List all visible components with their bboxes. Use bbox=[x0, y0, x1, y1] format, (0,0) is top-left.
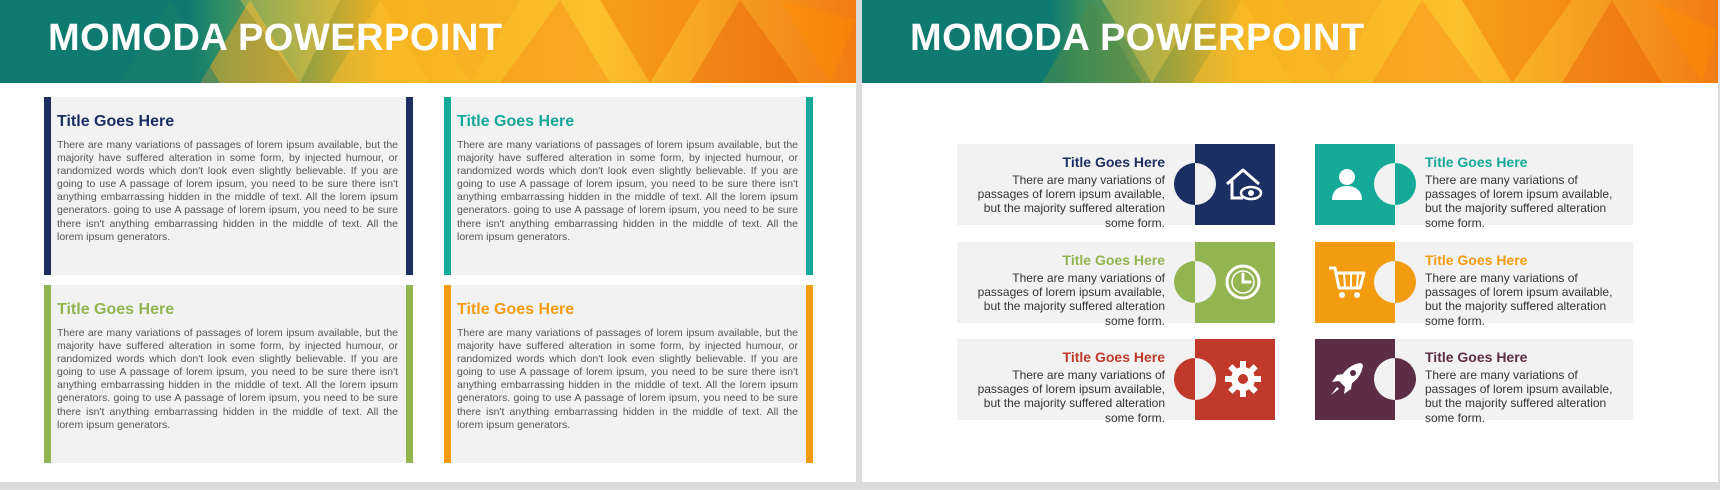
item-body: There are many variations of passages of lorem ipsum available, but the majority suffered alteration some form. bbox=[977, 271, 1165, 328]
item-body: There are many variations of passages of lorem ipsum available, but the majority suffered alteration some form. bbox=[977, 368, 1165, 425]
clock-icon bbox=[1223, 262, 1263, 302]
house-eye-icon bbox=[1223, 164, 1263, 204]
panel-accent-bar bbox=[406, 285, 413, 463]
panel-accent-bar bbox=[444, 97, 451, 275]
shopping-cart-icon bbox=[1327, 262, 1367, 302]
panel-body: There are many variations of passages of lorem ipsum available, but the majority have suffered alteration in some form, by injected humour, or randomized words which don't look even slightly believable. If you are going to use A passage of lorem ipsum, you need to be sure there isn't anything embarrassing hidden in the middle of text. All the lorem ipsum generators. going to use A passage of lorem ipsum, you need to be sure there isn't anything embarrassing hidden in the middle of text. All the lorem ipsum generators. bbox=[457, 139, 798, 243]
gear-icon bbox=[1223, 359, 1263, 399]
item-title: Title Goes Here bbox=[1425, 154, 1528, 170]
feature-item-4 bbox=[1315, 242, 1633, 328]
banner bbox=[0, 0, 856, 83]
panel-accent-bar bbox=[806, 97, 813, 275]
panel-body: There are many variations of passages of lorem ipsum available, but the majority have suffered alteration in some form, by injected humour, or randomized words which don't look even slightly believable. If you are going to use A passage of lorem ipsum, you need to be sure there isn't anything embarrassing hidden in the middle of text. All the lorem ipsum generators. going to use A passage of lorem ipsum, you need to be sure there isn't anything embarrassing hidden in the middle of text. All the lorem ipsum generators. bbox=[457, 327, 798, 431]
content-panel-4 bbox=[444, 285, 813, 463]
slide-right bbox=[862, 0, 1718, 482]
item-title: Title Goes Here bbox=[1062, 252, 1165, 268]
panel-accent-bar bbox=[44, 97, 51, 275]
panel-body: There are many variations of passages of lorem ipsum available, but the majority have suffered alteration in some form, by injected humour, or randomized words which don't look even slightly believable. If you are going to use A passage of lorem ipsum, you need to be sure there isn't anything embarrassing hidden in the middle of text. All the lorem ipsum generators. going to use A passage of lorem ipsum, you need to be sure there isn't anything embarrassing hidden in the middle of text. All the lorem ipsum generators. bbox=[57, 327, 398, 431]
item-body: There are many variations of passages of lorem ipsum available, but the majority suffered alteration some form. bbox=[1425, 173, 1613, 230]
panel-accent-bar bbox=[406, 97, 413, 275]
panel-accent-bar bbox=[44, 285, 51, 463]
panel-title: Title Goes Here bbox=[57, 113, 175, 130]
slide-left bbox=[0, 0, 856, 482]
banner-title: MOMODA POWERPOINT bbox=[910, 17, 1365, 59]
item-title: Title Goes Here bbox=[1425, 349, 1528, 365]
item-body: There are many variations of passages of lorem ipsum available, but the majority suffered alteration some form. bbox=[1425, 271, 1613, 328]
item-title: Title Goes Here bbox=[1425, 252, 1528, 268]
panel-title: Title Goes Here bbox=[457, 301, 575, 318]
feature-item-2 bbox=[1315, 144, 1633, 230]
panel-title: Title Goes Here bbox=[57, 301, 175, 318]
panel-body: There are many variations of passages of lorem ipsum available, but the majority have suffered alteration in some form, by injected humour, or randomized words which don't look even slightly believable. If you are going to use A passage of lorem ipsum, you need to be sure there isn't anything embarrassing hidden in the middle of text. All the lorem ipsum generators. going to use A passage of lorem ipsum, you need to be sure there isn't anything embarrassing hidden in the middle of text. All the lorem ipsum generators. bbox=[57, 139, 398, 243]
content-panel-2 bbox=[444, 97, 813, 275]
item-body: There are many variations of passages of lorem ipsum available, but the majority suffered alteration some form. bbox=[977, 173, 1165, 230]
content-panel-1 bbox=[44, 97, 413, 275]
panel-accent-bar bbox=[806, 285, 813, 463]
feature-item-6 bbox=[1315, 339, 1633, 425]
item-body: There are many variations of passages of lorem ipsum available, but the majority suffered alteration some form. bbox=[1425, 368, 1613, 425]
panel-accent-bar bbox=[444, 285, 451, 463]
item-title: Title Goes Here bbox=[1062, 154, 1165, 170]
content-panel-3 bbox=[44, 285, 413, 463]
feature-item-3 bbox=[957, 242, 1275, 328]
feature-item-1 bbox=[957, 144, 1275, 230]
rocket-icon bbox=[1327, 359, 1367, 399]
feature-item-5 bbox=[957, 339, 1275, 425]
banner-title: MOMODA POWERPOINT bbox=[48, 17, 503, 59]
panel-title: Title Goes Here bbox=[457, 113, 575, 130]
banner bbox=[862, 0, 1718, 83]
user-icon bbox=[1327, 164, 1367, 204]
item-title: Title Goes Here bbox=[1062, 349, 1165, 365]
